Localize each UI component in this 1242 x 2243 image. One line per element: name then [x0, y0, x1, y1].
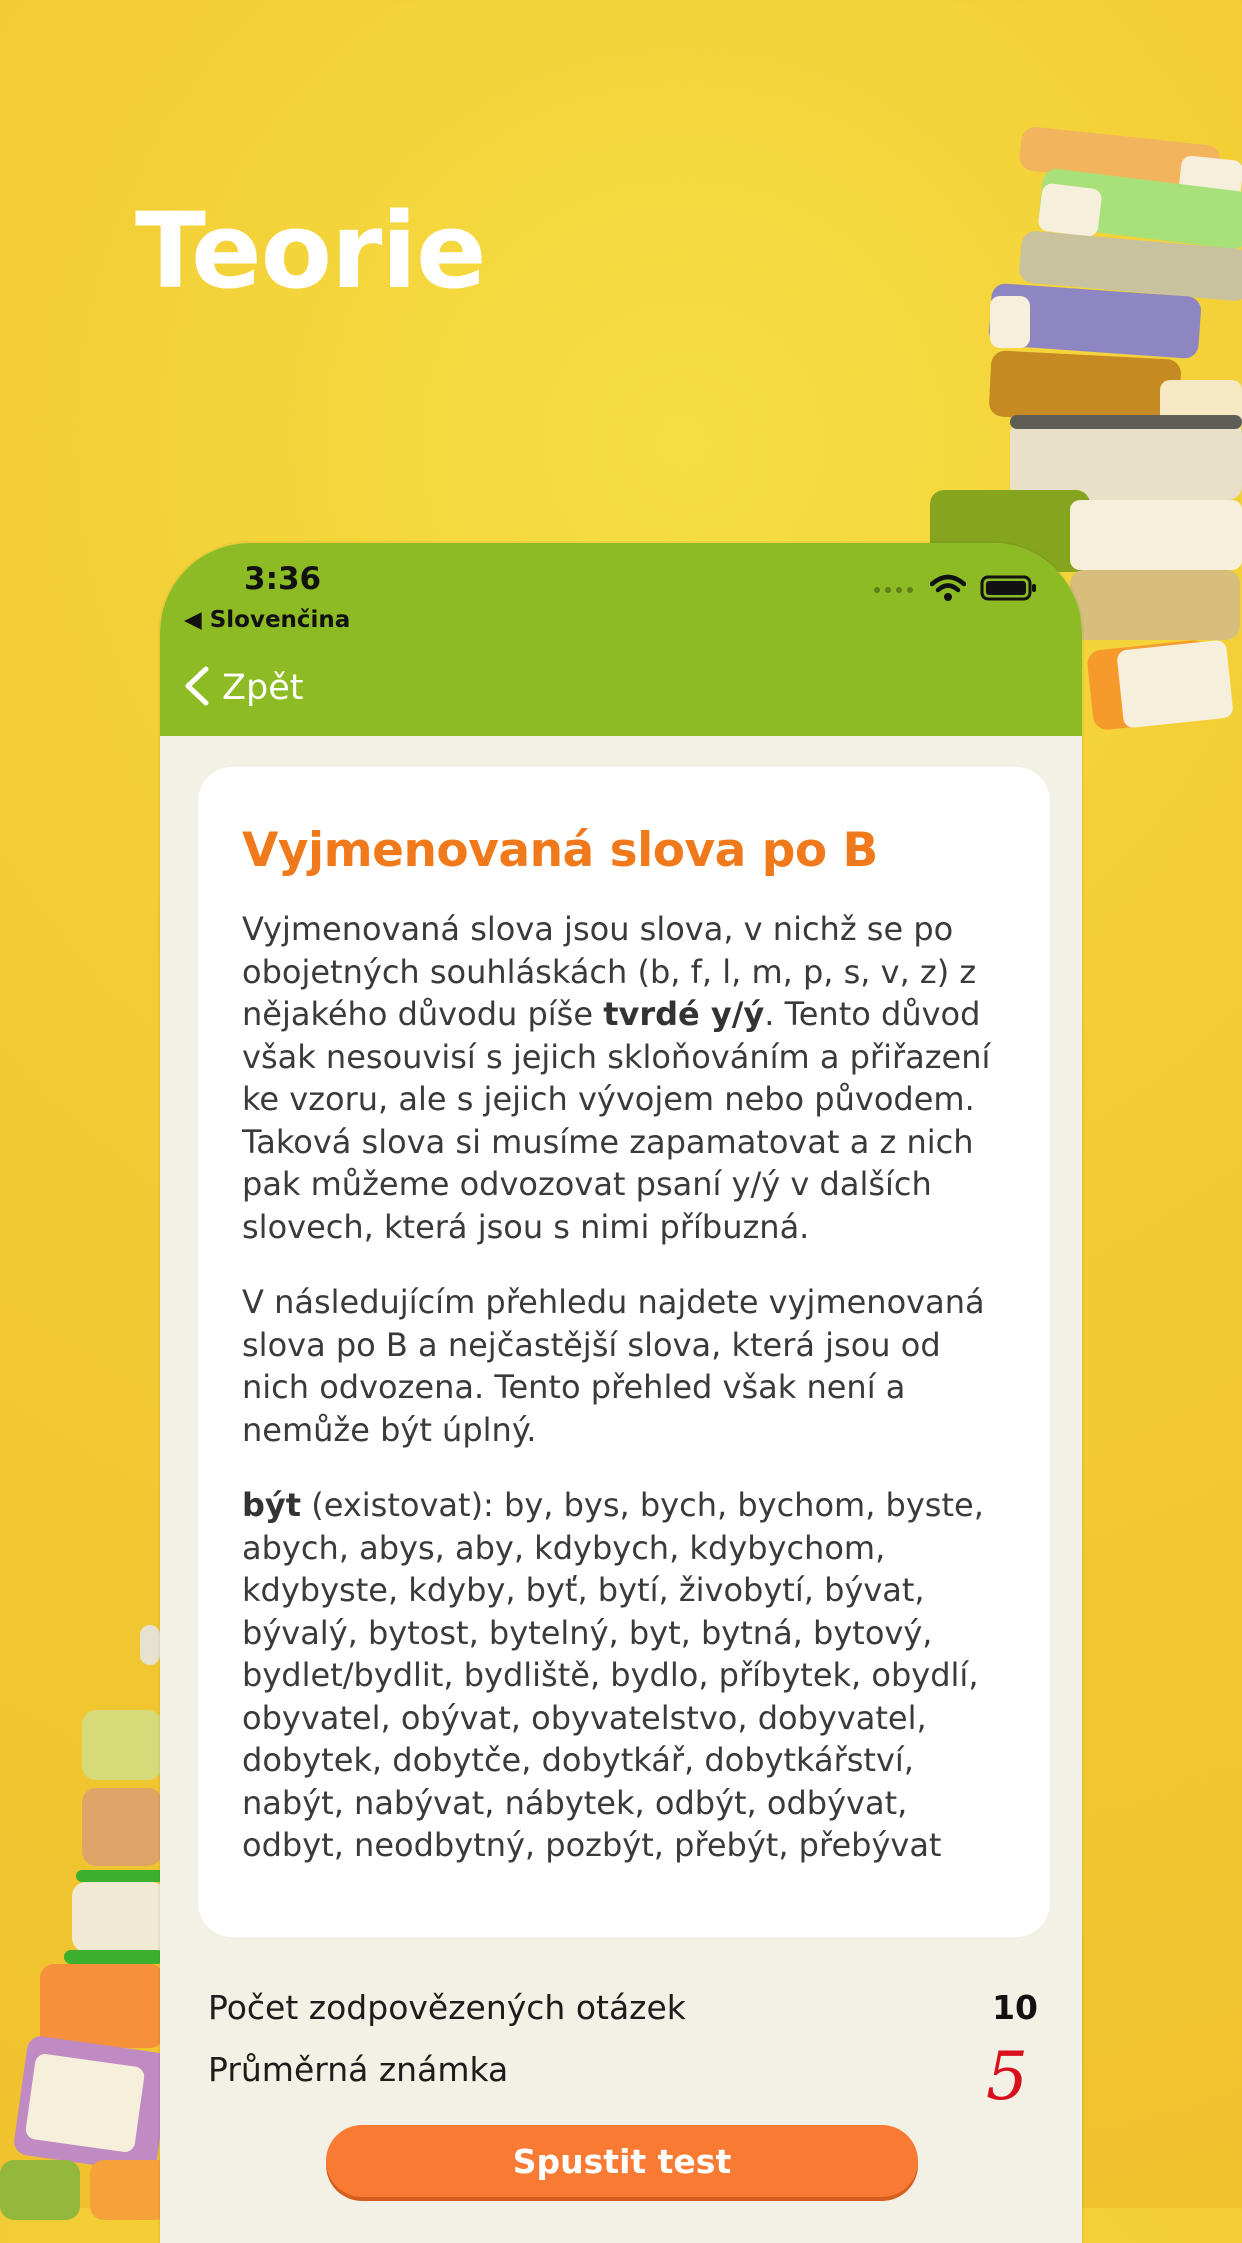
chevron-left-icon [182, 665, 212, 711]
article-paragraph-1: Vyjmenovaná slova jsou slova, v nichž se po obojetných souhláskách (b, f, l, m, p, s, v, z) z nějakého důvodu píše tvrdé y/ý. Tento důvod však nesouvisí s jejich skloňováním a přiřazení ke vzoru, ale s jejich vývojem nebo původem. Taková slova si musíme zapamatovat a z nich pak můžeme odvozovat psaní y/ý v dalších slovech, která jsou s nimi příbuzná. [242, 910, 991, 1246]
wifi-icon [930, 574, 966, 606]
average-grade-label: Průměrná známka [208, 2050, 509, 2089]
status-back-to-app[interactable]: ◀ Slovenčina [184, 607, 351, 633]
article-paragraph-3: být (existovat): by, bys, bych, bychom, byste, abych, abys, aby, kdybych, kdybychom, kdybyste, kdyby, byť, bytí, živobytí, bývat, bývalý, bytost, bytelný, byt, bytná, bytový, bydlet/bydlit, bydliště, bydlo, příbytek, obydlí, obyvatel, obývat, obyvatelstvo, dobyvatel, dobytek, dobytče, dobytkář, dobytkářství, nabýt, nabývat, nábytek, odbýt, odbývat, odbyt, neodbytný, pozbýt, přebýt, přebývat [242, 1486, 984, 1864]
status-icons [872, 573, 1038, 607]
average-grade-row [208, 2038, 1038, 2115]
test-stats [208, 1988, 1038, 2115]
signal-icon [872, 581, 916, 600]
navigation-bar [160, 543, 1082, 736]
answered-questions-value: 10 [992, 1988, 1038, 2027]
status-time: 3:36 [244, 561, 322, 597]
average-grade-value: 5 [986, 2038, 1028, 2115]
phone-screen [160, 543, 1082, 2243]
answered-questions-label: Počet zodpovězených otázek [208, 1988, 686, 2027]
answered-questions-row [208, 1988, 1038, 2050]
back-label: Zpět [222, 668, 304, 708]
battery-icon [980, 574, 1038, 606]
article-title: Vyjmenovaná slova po B [242, 823, 878, 878]
theory-content [242, 823, 1012, 1900]
article-paragraph-2: V následujícím přehledu najdete vyjmenovaná slova po B a nejčastější slova, která jsou od nich odvozena. Tento přehled však není a nemůže být úplný. [242, 1283, 985, 1449]
promo-title: Teorie [135, 190, 486, 312]
back-button[interactable] [182, 665, 303, 711]
theory-card[interactable] [198, 767, 1050, 1937]
book-stack-bottom-left-illustration [0, 1620, 170, 2208]
start-test-button[interactable]: Spustit test [326, 2125, 918, 2197]
